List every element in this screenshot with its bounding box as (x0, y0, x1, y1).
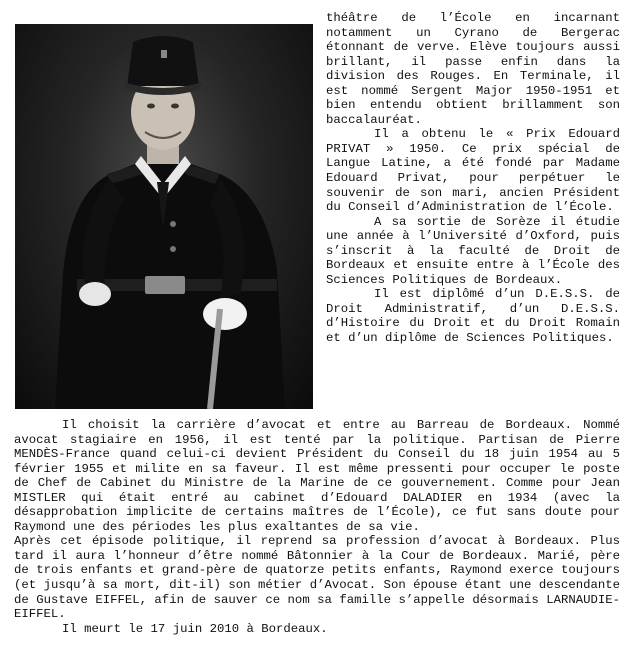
column-paragraph: Il est diplômé d’un D.E.S.S. de Droit Administratif, d’un D.E.S.S. d’Histoire du Droit et du Droit Romain et d’un diplôme de Sciences Politiques. (326, 287, 620, 346)
full-width-text (14, 418, 620, 636)
body-paragraph: Après cet épisode politique, il reprend sa profession d’avocat à Bordeaux. Plus tard il aura l’honneur d’être nommé Bâtonnier à la Cour de Bordeaux. Marié, père de trois enfants et grand-père de quatorze petits enfants, Raymond exerce toujours (et jusqu’à sa mort, dit-il) son métier d’Avocat. Son épouse étant une descendante de Gustave EIFFEL, afin de sauver ce nom sa famille s’appelle désormais LARNAUDIE-EIFFEL. (14, 534, 620, 622)
column-paragraph: A sa sortie de Sorèze il étudie une année à l’Université d’Oxford, puis s’inscrit à la faculté de Droit de Bordeaux et ensuite entre à l’École des Sciences Politiques de Bordeaux. (326, 214, 620, 287)
column-text (326, 11, 620, 346)
column-paragraph: Il a obtenu le « Prix Edouard PRIVAT » 1950. Ce prix spécial de Langue Latine, a été fondé par Madame Edouard Privat, pour perpétuer le souvenir de son mari, ancien Président du Conseil d’Administration de l’École. (326, 127, 620, 215)
body-paragraph: Il choisit la carrière d’avocat et entre au Barreau de Bordeaux. Nommé avocat stagiaire en 1956, il est tenté par la politique. Partisan de Pierre MENDÈS-France quand celui-ci devient Président du Conseil du 18 juin 1954 au 5 février 1955 et milite en sa faveur. Il est même pressenti pour occuper le poste de Chef de Cabinet du Ministre de la Marine de ce gouvernement. Comme pour Jean MISTLER qui était entré au cabinet d’Edouard DALADIER en 1934 (avec la désapprobation implicite de certains maîtres de l’École), ce fut sans doute pour Raymond une des périodes les plus exaltantes de sa vie. (14, 418, 620, 534)
portrait-photo (15, 24, 313, 409)
column-paragraph: théâtre de l’École en incarnant notamment un Cyrano de Bergerac étonnant de verve. Elève toujours aussi brillant, il passe enfin dans la division des Rouges. En Terminale, il est nommé Sergent Major 1950-1951 et bien entendu obtient brillamment son baccalauréat. (326, 11, 620, 127)
portrait-illustration (15, 24, 313, 409)
body-paragraph: Il meurt le 17 juin 2010 à Bordeaux. (62, 621, 328, 636)
